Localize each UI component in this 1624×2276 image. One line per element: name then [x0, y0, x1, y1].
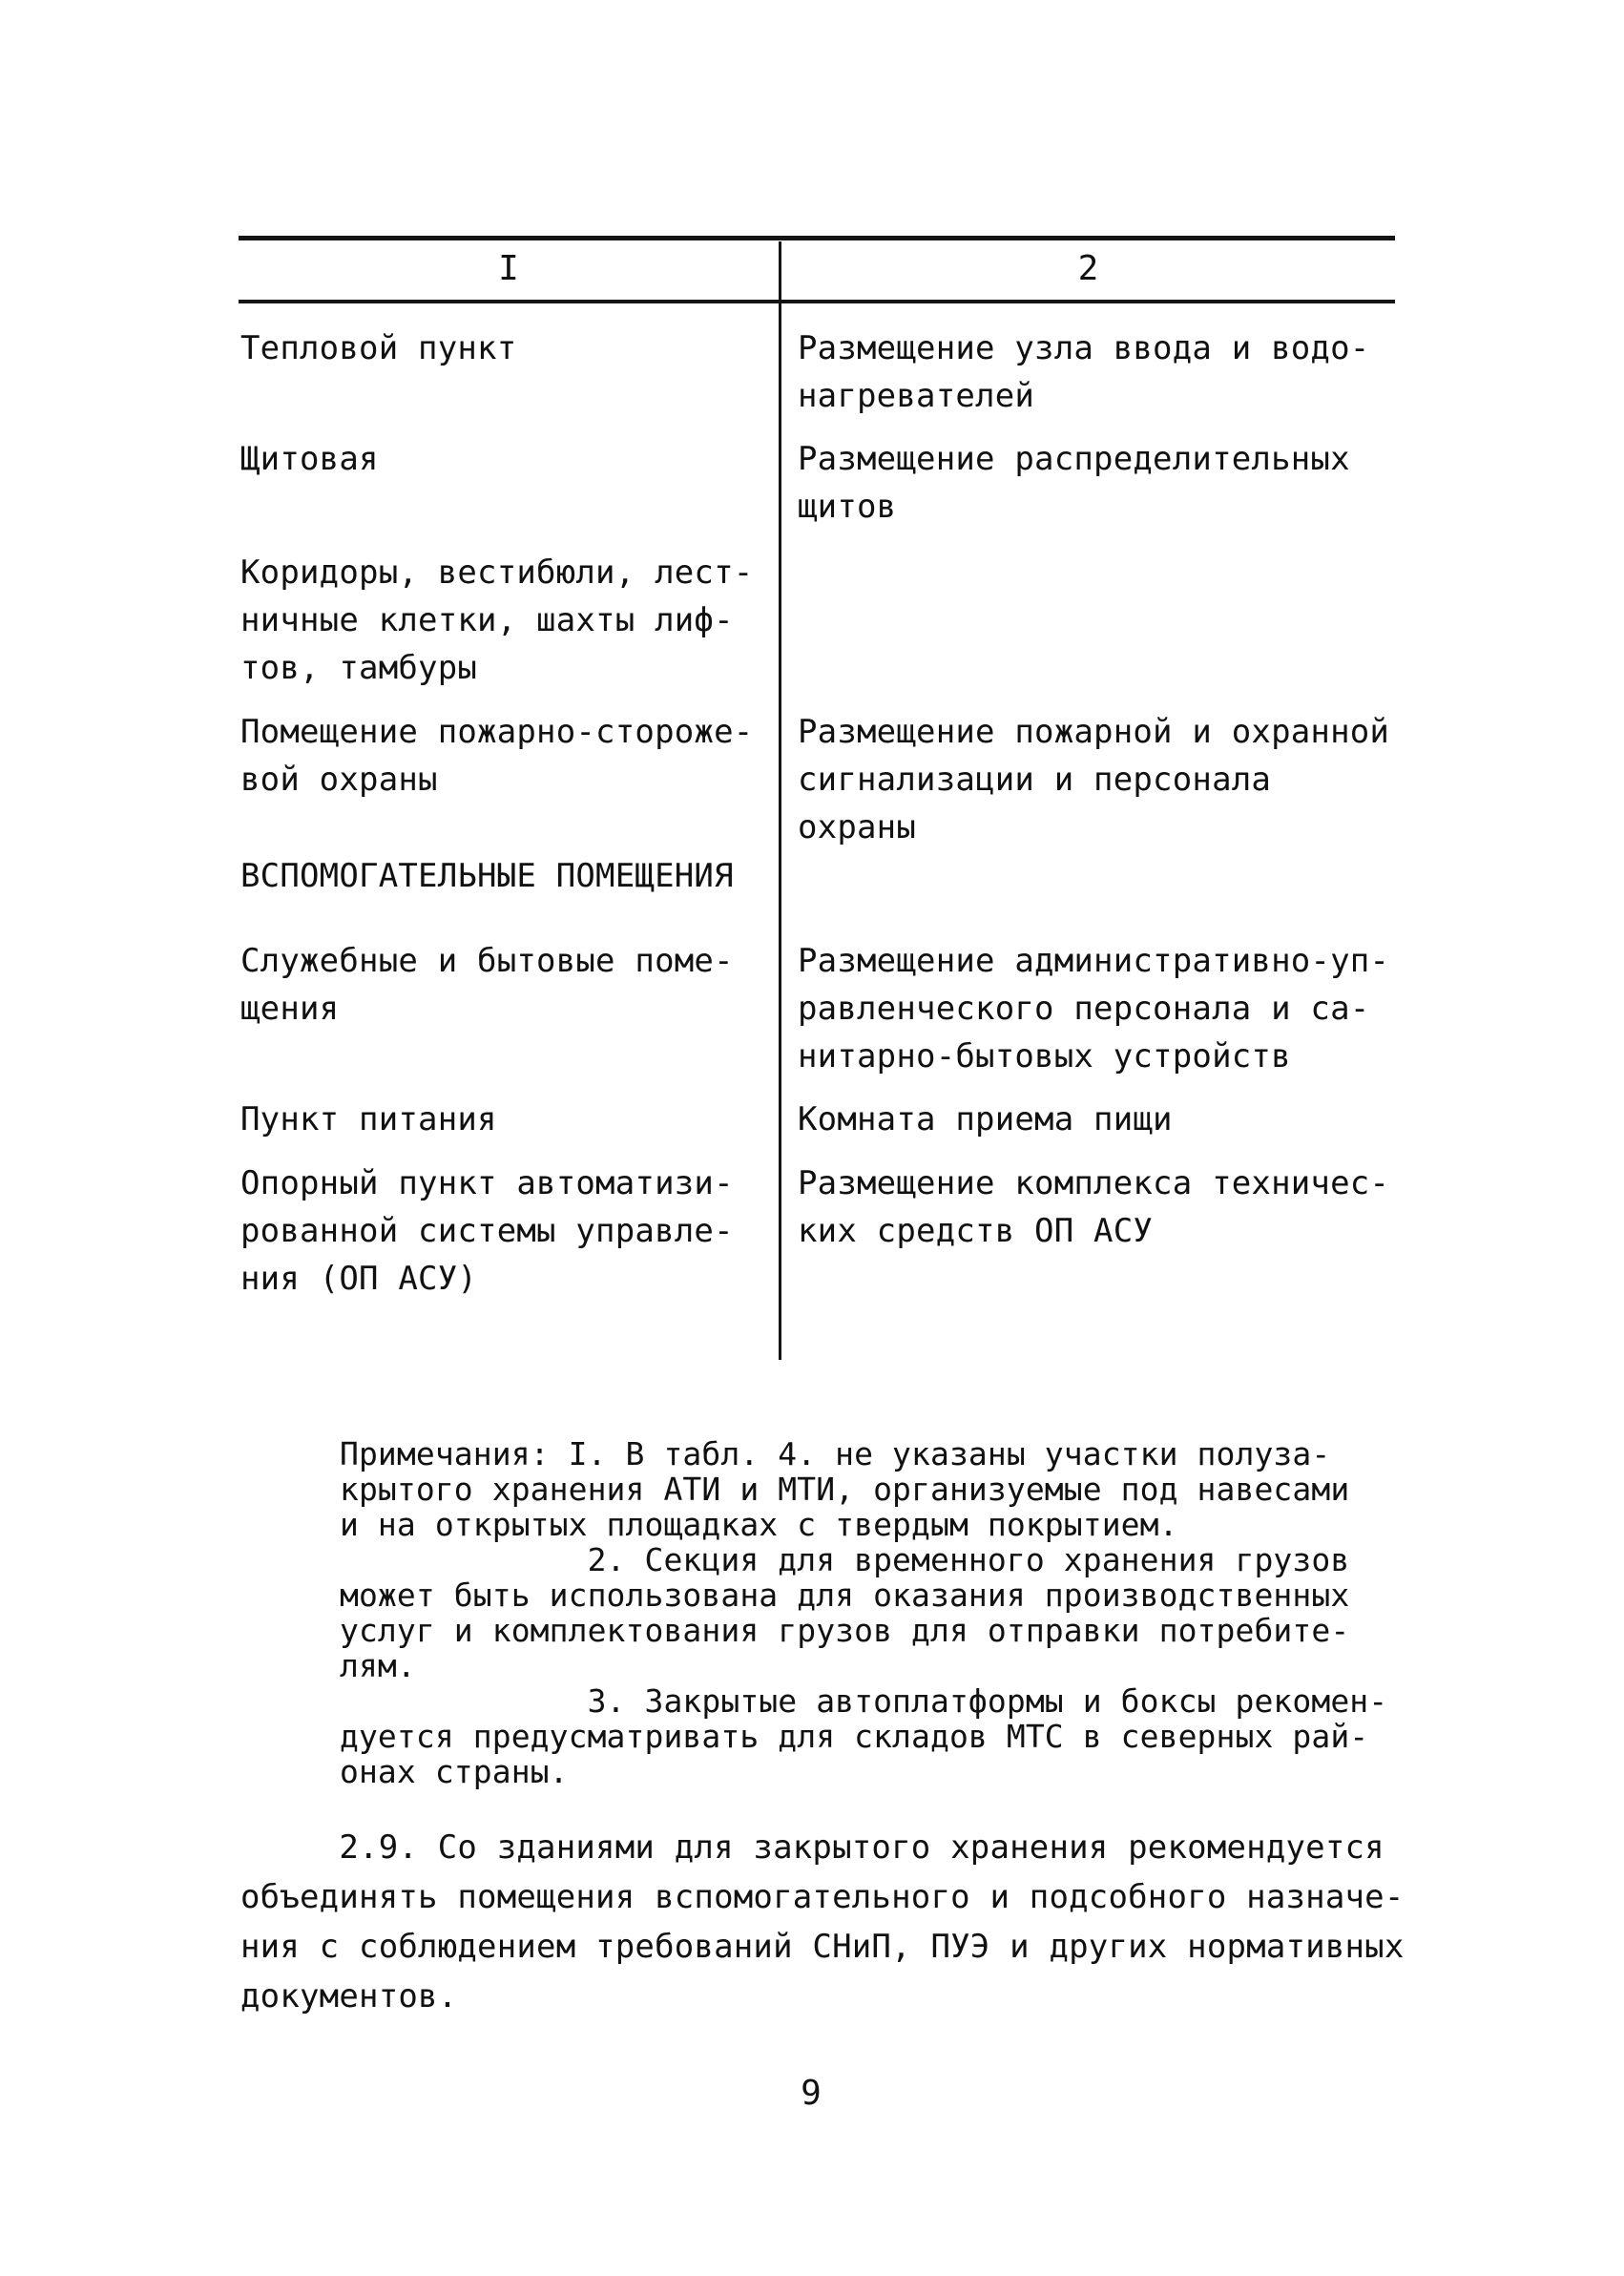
table-cell-purpose: Размещение комплекса техничес- ких средств ОП АСУ	[798, 1164, 1390, 1250]
table-cell-room: Опорный пункт автоматизи- рованной системы управле- ния (ОП АСУ)	[240, 1164, 734, 1298]
table-top-rule	[239, 236, 1395, 240]
table-cell-purpose: Размещение административно-уп- равленческого персонала и са- нитарно-бытовых устройств	[798, 942, 1390, 1075]
table-notes: Примечания: I. В табл. 4. не указаны участки полуза- крытого хранения АТИ и МТИ, организуемые под навесами и на открытых площадках с твердым покрытием. 2. Секция для временного хранения грузов может быть использована для оказания производственных услуг и комплектования грузов для отправки потребите- лям. 3. Закрытые автоплатформы и боксы рекомен- дуется предусматривать для складов МТС в северных рай- онах страны.	[340, 1435, 1388, 1790]
table-cell-room: Пункт питания	[240, 1100, 497, 1138]
table-cell-purpose: Комната приема пищи	[798, 1100, 1173, 1138]
table-section-heading: ВСПОМОГАТЕЛЬНЫЕ ПОМЕЩЕНИЯ	[240, 857, 734, 895]
table-header-rule	[239, 300, 1395, 303]
page-number: 9	[801, 2074, 822, 2113]
column-header-1: I	[498, 249, 519, 288]
table-cell-purpose: Размещение пожарной и охранной сигнализации и персонала охраны	[798, 713, 1390, 846]
table-cell-purpose: Размещение узла ввода и водо- нагревателей	[798, 329, 1370, 415]
table-cell-room: Коридоры, вестибюли, лест- ничные клетки, шахты лиф- тов, тамбуры	[240, 553, 754, 687]
table-cell-room: Помещение пожарно-стороже- вой охраны	[240, 713, 754, 799]
column-header-2: 2	[1077, 249, 1099, 288]
table-cell-purpose: Размещение распределительных щитов	[798, 440, 1350, 526]
table-cell-room: Тепловой пункт	[240, 329, 517, 367]
table-column-divider	[779, 241, 781, 1360]
paragraph-2-9: 2.9. Со зданиями для закрытого хранения рекомендуется объединять помещения вспомогательного и подсобного назначе- ния с соблюдением требований СНиП, ПУЭ и других нормативных документов.	[240, 1828, 1405, 2015]
table-cell-room: Щитовая	[240, 440, 379, 478]
table-cell-room: Служебные и бытовые поме- щения	[240, 942, 734, 1028]
